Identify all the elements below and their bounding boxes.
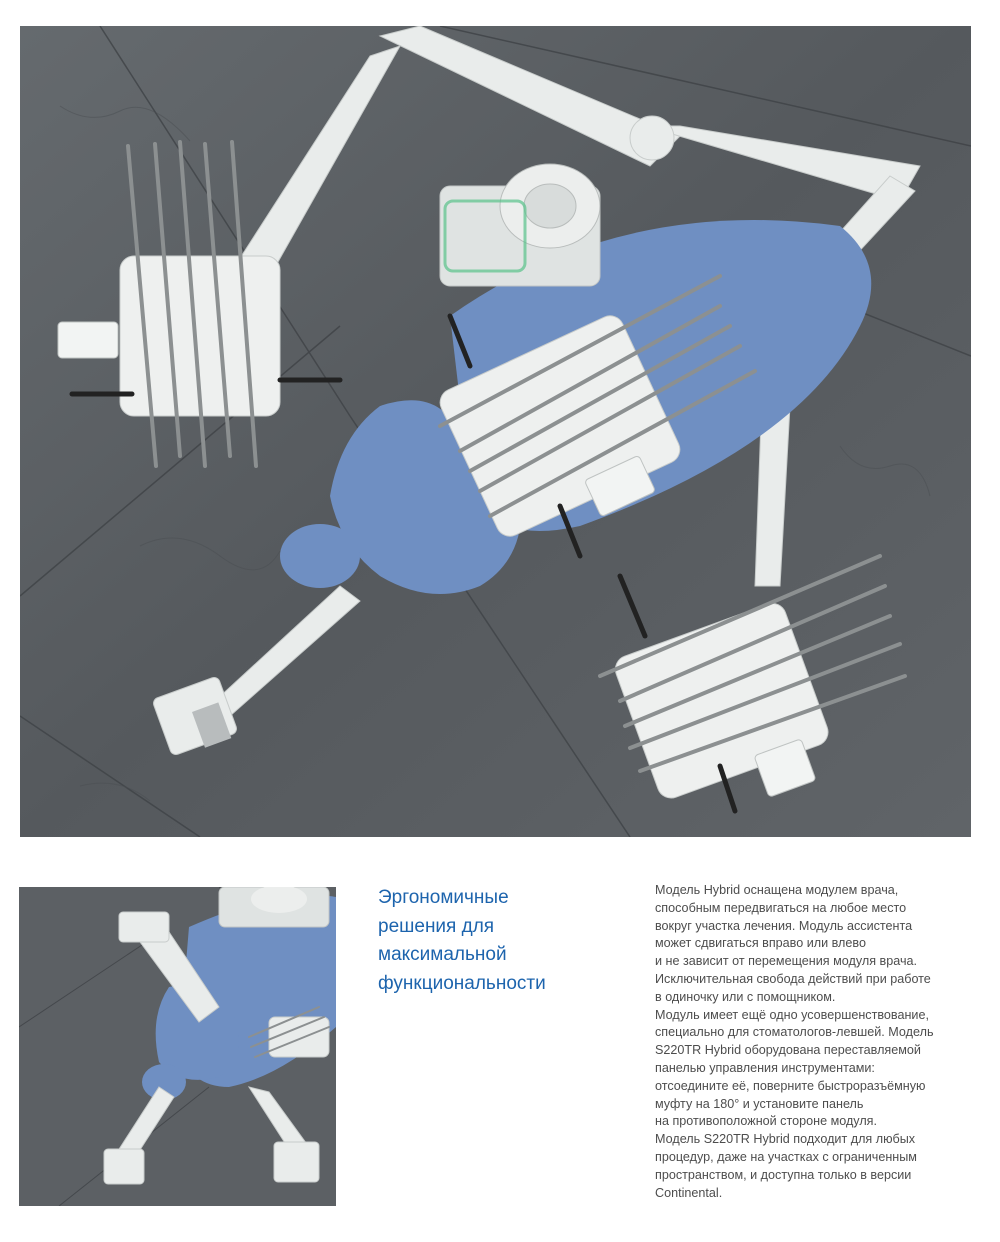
dental-unit-illustration	[20, 26, 971, 837]
section-heading: Эргономичные решения для максимальной функциональности	[378, 887, 546, 994]
thumbnail-image-dental-unit	[19, 887, 336, 1206]
dental-unit-thumbnail-illustration	[19, 887, 336, 1206]
description-paragraph: Модель Hybrid оснащена модулем врача, способным передвигаться на любое место вокруг участка лечения. Модуль ассистента может сдвигаться вправо или влево и не зависит от перемещения модуля врача. Исключительная свобода действий при работе в одиночку или с помощником. Модуль имеет ещё одно усовершенствование, специально для стоматологов-левшей. Модель S220TR Hybrid оборудована переставляемой панелью управления инструментами: отсоедините её, поверните быстроразъёмную муфту на 180° и установите панель на противоположной стороне модуля. Модель S220TR Hybrid подходит для любых процедур, даже на участках с ограниченным пространством, и доступна только в версии Continental.	[655, 883, 934, 1200]
hero-image-dental-unit	[20, 26, 971, 837]
